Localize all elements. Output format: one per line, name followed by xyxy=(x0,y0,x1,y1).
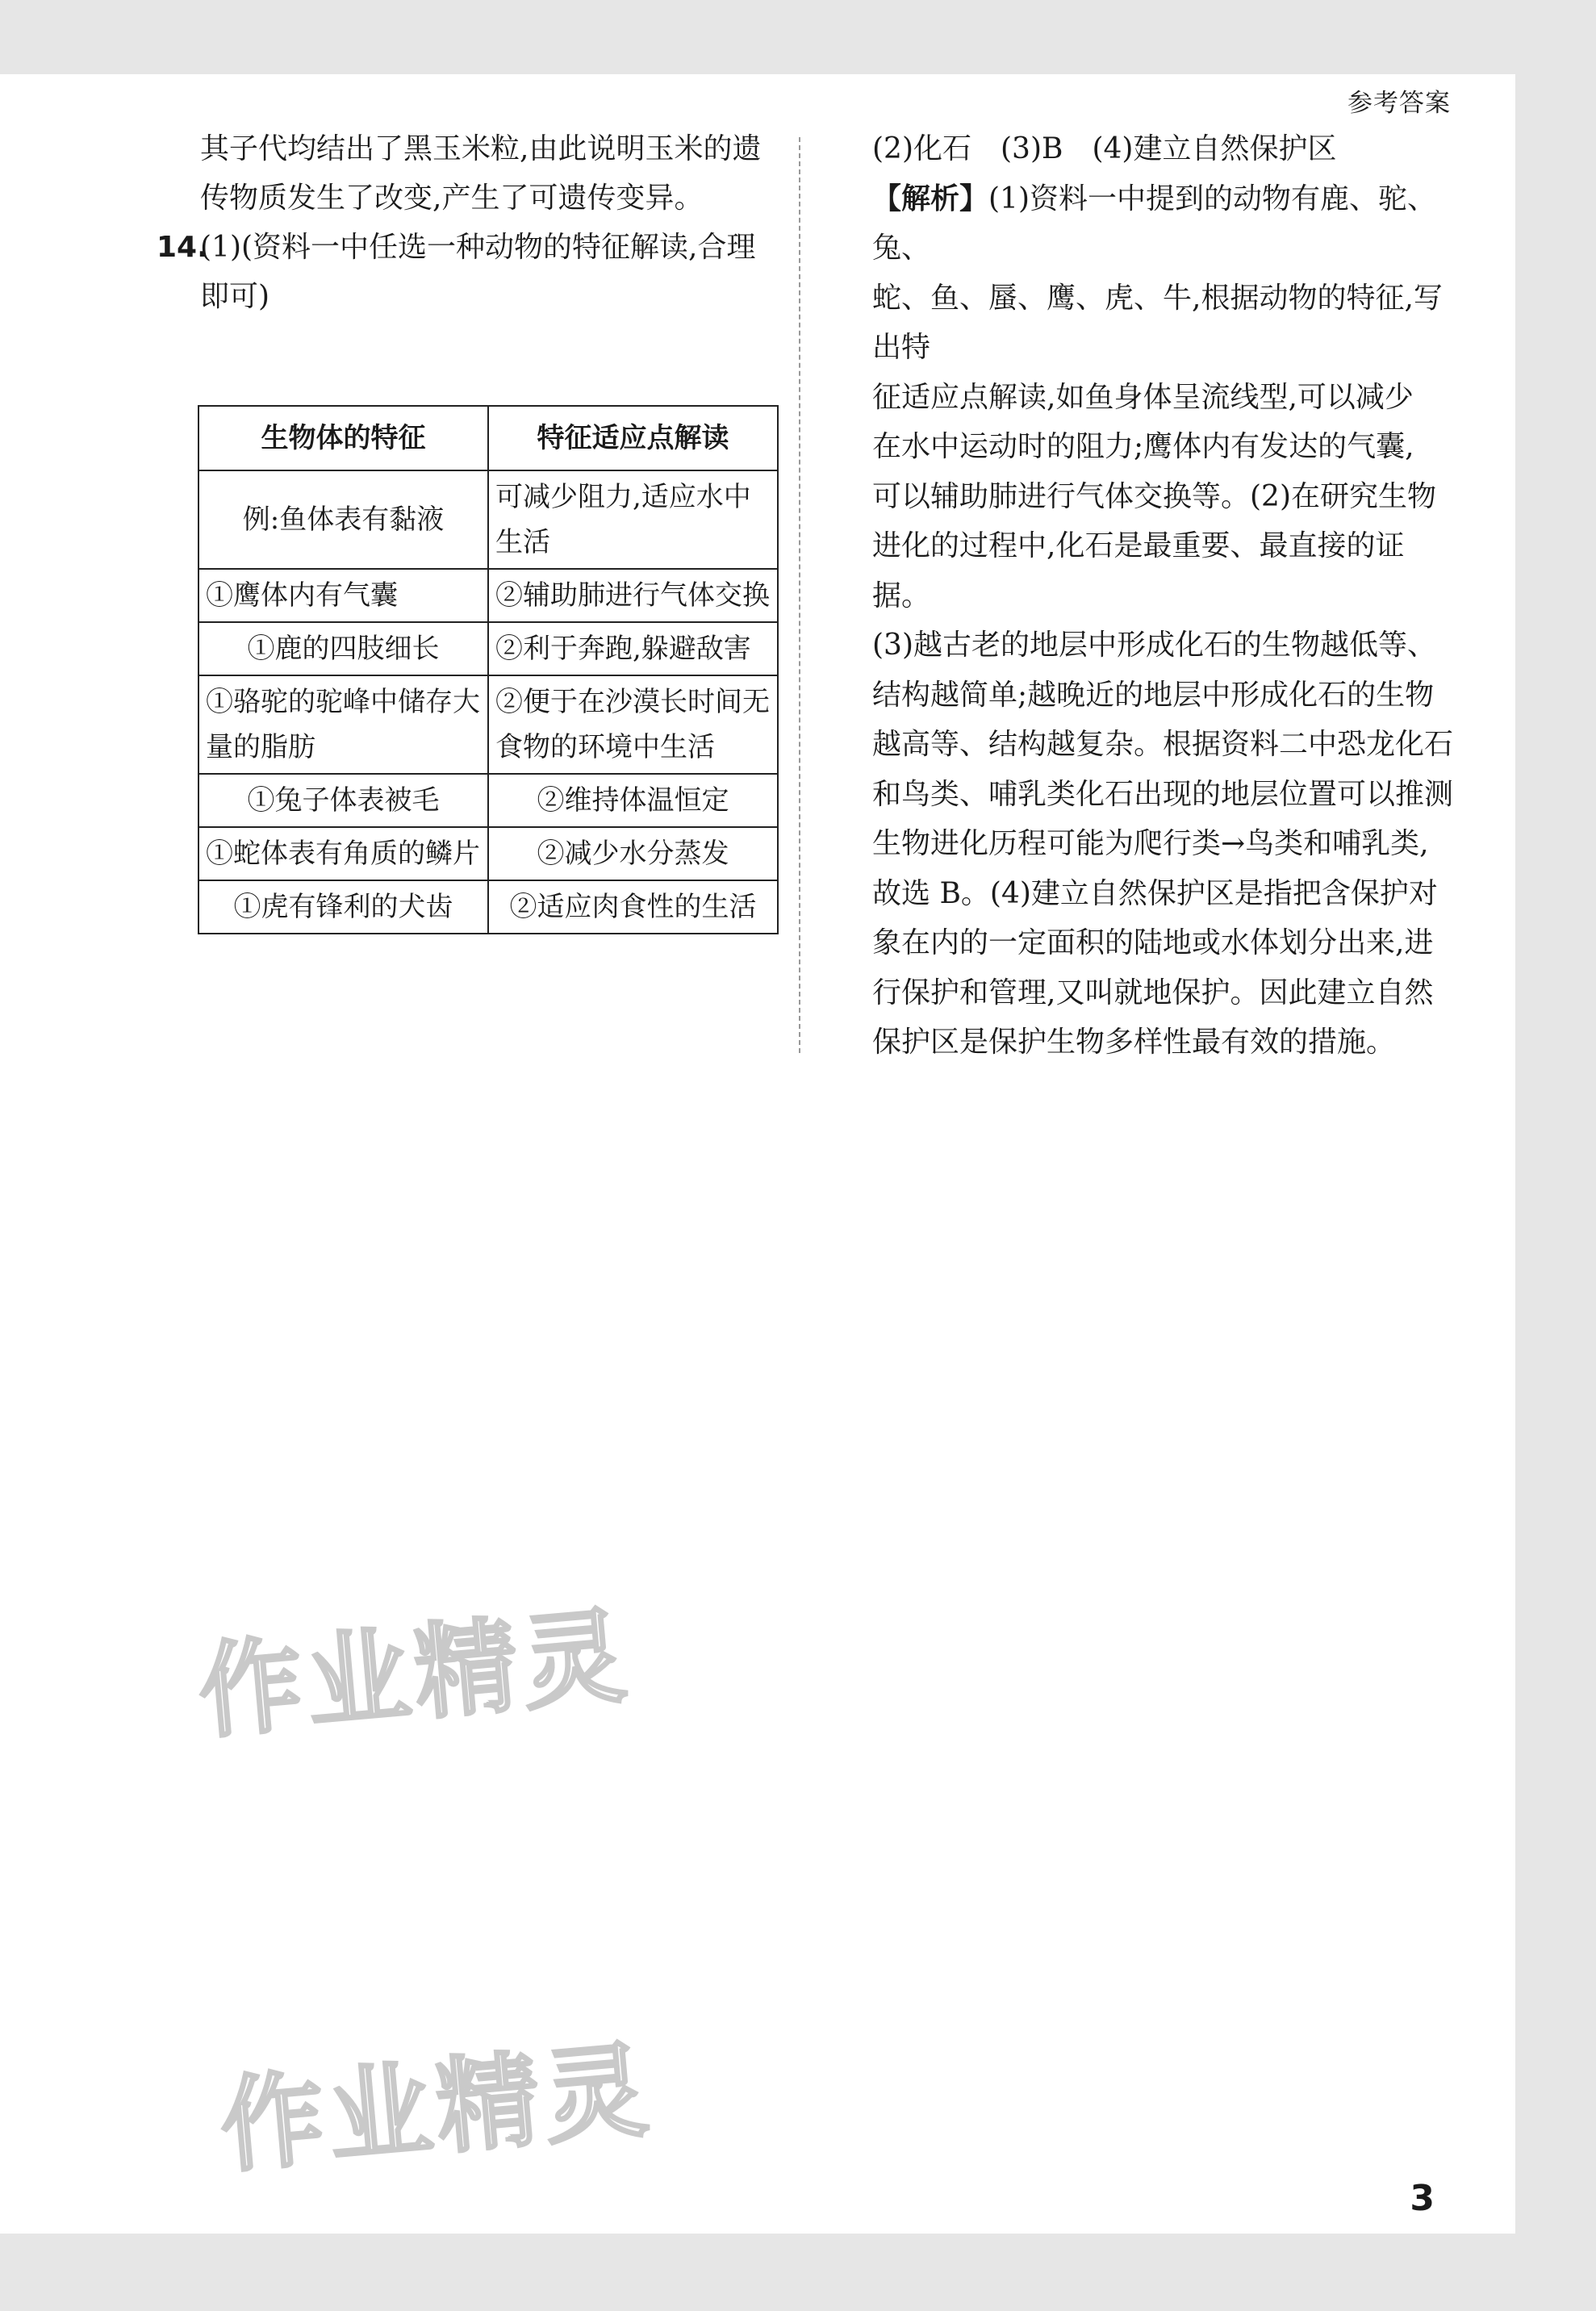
table-cell: ①鹰体内有气囊 xyxy=(198,569,488,622)
table-cell: ①鹿的四肢细长 xyxy=(198,622,488,675)
page-number: 3 xyxy=(1410,2178,1435,2219)
table-header-interpretation: 特征适应点解读 xyxy=(488,406,778,470)
analysis-text: (1)资料一中提到的动物有鹿、驼、兔、 xyxy=(872,182,1437,265)
table-cell: ①兔子体表被毛 xyxy=(198,774,488,827)
analysis-line: 可以辅助肺进行气体交换等。(2)在研究生物 xyxy=(872,479,1436,513)
table-cell: ②减少水分蒸发 xyxy=(488,827,778,880)
watermark: 作业精灵 xyxy=(194,1595,636,1754)
question-14-line-2: 即可) xyxy=(200,280,270,313)
continuation-line-1: 其子代均结出了黑玉米粒,由此说明玉米的遗 xyxy=(200,132,762,165)
column-divider xyxy=(799,137,800,1053)
analysis-line: 和鸟类、哺乳类化石出现的地层位置可以推测 xyxy=(872,777,1454,811)
analysis-tag: 【解析】 xyxy=(872,182,989,215)
right-column xyxy=(872,124,1453,1068)
analysis-line-1 xyxy=(872,174,1453,274)
header-label: 参考答案 xyxy=(1347,89,1451,118)
table-cell: 可减少阻力,适应水中生活 xyxy=(488,470,778,569)
table-cell: ②辅助肺进行气体交换 xyxy=(488,569,778,622)
analysis-line: 在水中运动时的阻力;鹰体内有发达的气囊, xyxy=(872,430,1414,463)
table-row xyxy=(198,622,778,675)
table-header-feature: 生物体的特征 xyxy=(198,406,488,470)
analysis-line: (3)越古老的地层中形成化石的生物越低等、 xyxy=(872,629,1436,662)
table-cell: ②便于在沙漠长时间无食物的环境中生活 xyxy=(488,675,778,774)
analysis-line: 故选 B。(4)建立自然保护区是指把含保护对 xyxy=(872,876,1438,910)
analysis-line: 越高等、结构越复杂。根据资料二中恐龙化石 xyxy=(872,728,1454,761)
question-14-text: (1)(资料一中任选一种动物的特征解读,合理 xyxy=(200,231,756,264)
table-row xyxy=(198,569,778,622)
table-cell: ②维持体温恒定 xyxy=(488,774,778,827)
analysis-line: 保护区是保护生物多样性最有效的措施。 xyxy=(872,1026,1396,1059)
analysis-line: 结构越简单;越晚近的地层中形成化石的生物 xyxy=(872,678,1435,712)
watermark: 作业精灵 xyxy=(215,2029,658,2188)
table-cell: 例:鱼体表有黏液 xyxy=(198,470,488,569)
table-cell: ②适应肉食性的生活 xyxy=(488,880,778,934)
table-cell: ①蛇体表有角质的鳞片 xyxy=(198,827,488,880)
analysis-line: 征适应点解读,如鱼身体呈流线型,可以减少 xyxy=(872,380,1414,414)
table-row xyxy=(198,827,778,880)
feature-table xyxy=(198,405,779,934)
question-number: 14. xyxy=(157,231,208,264)
table-row xyxy=(198,675,778,774)
table-row xyxy=(198,470,778,569)
left-column xyxy=(157,124,779,321)
table-cell: ②利于奔跑,躲避敌害 xyxy=(488,622,778,675)
analysis-line: 生物进化历程可能为爬行类→鸟类和哺乳类, xyxy=(872,827,1429,860)
analysis-line: 进化的过程中,化石是最重要、最直接的证据。 xyxy=(872,529,1405,612)
table-row xyxy=(198,880,778,934)
table-cell: ①虎有锋利的犬齿 xyxy=(198,880,488,934)
continuation-line-2: 传物质发生了改变,产生了可遗传变异。 xyxy=(200,182,704,215)
question-14-line-1 xyxy=(157,223,779,272)
analysis-line: 象在内的一定面积的陆地或水体划分出来,进 xyxy=(872,926,1434,959)
answer-line: (2)化石 (3)B (4)建立自然保护区 xyxy=(872,132,1337,165)
table-header-row xyxy=(198,406,778,470)
table-row xyxy=(198,774,778,827)
table-cell: ①骆驼的驼峰中储存大量的脂肪 xyxy=(198,675,488,774)
analysis-line: 蛇、鱼、蜃、鹰、虎、牛,根据动物的特征,写出特 xyxy=(872,281,1443,364)
analysis-line: 行保护和管理,又叫就地保护。因此建立自然 xyxy=(872,976,1434,1009)
page xyxy=(0,74,1515,2234)
